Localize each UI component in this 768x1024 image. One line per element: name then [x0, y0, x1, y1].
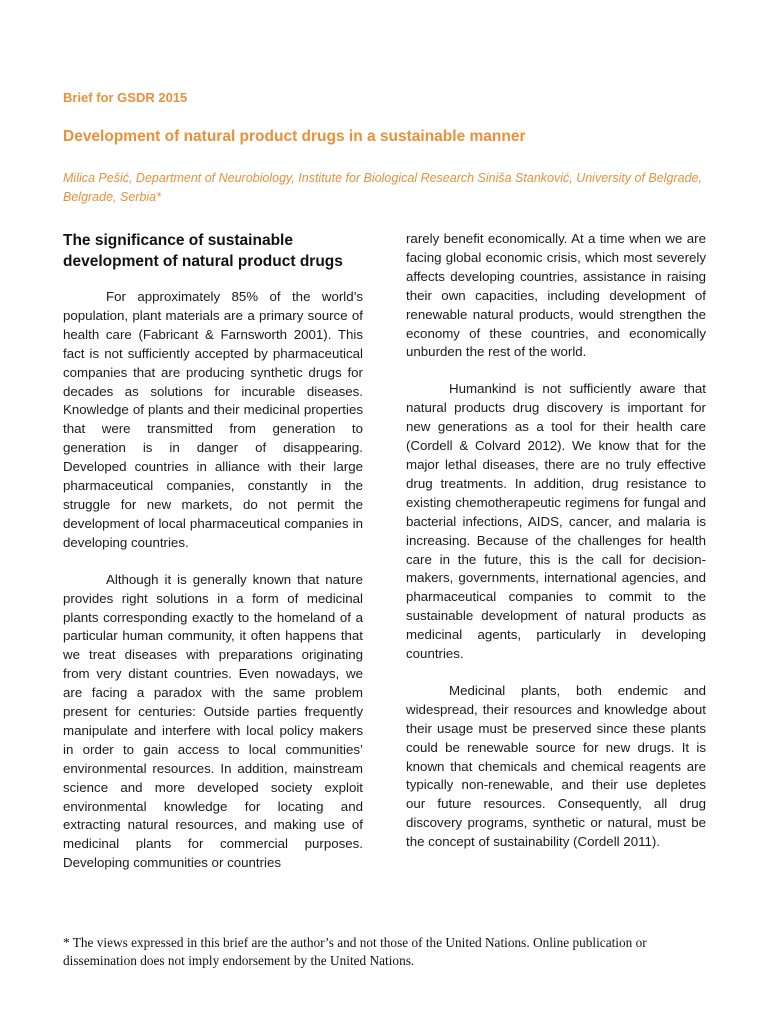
- body-paragraph: For approximately 85% of the world’s population, plant materials are a primary source of health care (Fabricant & Farnsworth 2001). This fact is not sufficiently accepted by pharmaceutical companies that are producing synthetic drugs for decades as solutions for incurable diseases. Knowledge of plants and their medicinal properties that were transmitted from generation to generation is in danger of disappearing. Developed countries in alliance with their large pharmaceutical companies, constantly in the struggle for new markets, do not permit the development of local pharmaceutical companies in developing countries.: [63, 289, 363, 550]
- brief-label: Brief for GSDR 2015: [63, 90, 188, 105]
- body-paragraph: Although it is generally known that nature provides right solutions in a form of medicinal plants corresponding exactly to the homeland of a particular human community, it often happens that we treat diseases with preparations originating from very distant countries. Even nowadays, we are facing a paradox with the same problem present for centuries: Outside parties frequently manipulate and interfere with local policy makers in order to gain access to local communities’ environmental resources. In addition, mainstream science and more developed society exploit environmental knowledge for locating and extracting natural resources, and making use of medicinal plants for commercial purposes. Developing communities or countries: [63, 571, 363, 871]
- disclaimer-footnote: * The views expressed in this brief are the author’s and not those of the United Nations. Online publication or dissemination does not imply endorsement by the United Nations.: [63, 935, 647, 968]
- body-paragraph: Humankind is not sufficiently aware that natural products drug discovery is important for new generations as a tool for their health care (Cordell & Colvard 2012). We know that for the major lethal diseases, there are no truly effective drug treatments. In addition, drug resistance to existing chemotherapeutic regimens for fungal and bacterial infections, AIDS, cancer, and malaria is increasing. Because of the challenges for health care in the future, this is the call for decision-makers, governments, international agencies, and pharmaceutical companies to commit to the sustainable development of natural products as medicinal agents, particularly in developing countries.: [406, 381, 706, 662]
- document-title: Development of natural product drugs in a sustainable manner: [63, 128, 526, 145]
- left-column: [63, 230, 363, 891]
- body-paragraph: Medicinal plants, both endemic and widespread, their resources and knowledge about their usage must be preserved since these plants could be renewable source for new drugs. It is known that chemicals and chemical reagents are typically non-renewable, and their use depletes our future resources. Consequently, all drug discovery programs, synthetic or natural, must be the concept of sustainability (Cordell 2011).: [406, 682, 706, 850]
- right-column: [406, 230, 706, 870]
- section-heading: The significance of sustainable development of natural product drugs: [63, 232, 343, 270]
- body-paragraph-continuation: rarely benefit economically. At a time when we are facing global economic crisis, which most severely affects developing countries, assistance in raising their own capacities, including development of renewable natural products, would strengthen the economy of these countries, and economically unburden the rest of the world.: [406, 231, 706, 360]
- author-affiliation: Milica Pešić, Department of Neurobiology, Institute for Biological Research Siniša Stanković, University of Belgrade, Belgrade, Serbia*: [63, 171, 702, 204]
